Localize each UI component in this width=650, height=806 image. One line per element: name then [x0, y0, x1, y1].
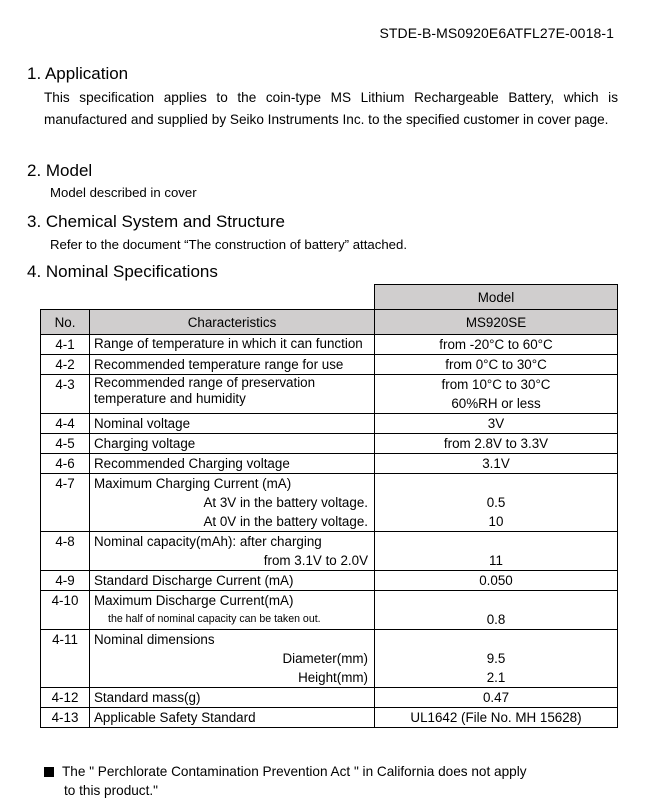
- row-characteristic: Recommended Charging voltage: [90, 454, 375, 474]
- row-characteristic-sub: At 3V in the battery voltage.: [203, 495, 368, 510]
- table-header-row: [41, 310, 618, 335]
- row-characteristic: Applicable Safety Standard: [90, 708, 375, 728]
- row-no: 4-5: [41, 434, 90, 454]
- table-row: [41, 688, 618, 708]
- specifications-table: [40, 284, 618, 728]
- table-row: [41, 532, 618, 571]
- table-row: [41, 414, 618, 434]
- row-value: from 0°C to 30°C: [375, 355, 618, 375]
- section-title-nominal-specs: 4. Nominal Specifications: [27, 262, 218, 281]
- row-value: 3.1V: [375, 454, 618, 474]
- row-characteristic-sub: Height(mm): [298, 670, 368, 685]
- row-characteristic: Charging voltage: [90, 434, 375, 454]
- table-row: [41, 708, 618, 728]
- row-characteristic-sub: At 0V in the battery voltage.: [203, 514, 368, 529]
- row-value: [375, 375, 618, 414]
- table-row: [41, 591, 618, 630]
- row-characteristic: [90, 630, 375, 688]
- table-row: [41, 434, 618, 454]
- table-header-row-model: [41, 285, 618, 310]
- row-no: 4-7: [41, 474, 90, 532]
- row-characteristic-main: Nominal capacity(mAh): after charging: [94, 534, 322, 549]
- note-line2: to this product.": [64, 783, 158, 798]
- row-characteristic-main: Maximum Charging Current (mA): [94, 476, 292, 491]
- row-value: 0.47: [375, 688, 618, 708]
- row-value: 11: [375, 532, 618, 571]
- row-no: 4-8: [41, 532, 90, 571]
- row-value-line2: 2.1: [486, 670, 506, 685]
- table-row: [41, 375, 618, 414]
- row-value: 0.8: [375, 591, 618, 630]
- row-characteristic: Standard mass(g): [90, 688, 375, 708]
- row-characteristic-main: Nominal dimensions: [94, 632, 215, 647]
- header-model-name: MS920SE: [375, 310, 618, 335]
- row-characteristic-main: Maximum Discharge Current(mA): [94, 593, 294, 608]
- note-line1: The " Perchlorate Contamination Prevention Act " in California does not apply: [62, 764, 527, 779]
- row-characteristic: Nominal voltage: [90, 414, 375, 434]
- table-row: [41, 355, 618, 375]
- table-row: [41, 335, 618, 355]
- header-model: Model: [375, 285, 618, 310]
- row-characteristic-sub: Diameter(mm): [282, 651, 368, 666]
- section-title-application: 1. Application: [27, 64, 129, 83]
- row-no: 4-10: [41, 591, 90, 630]
- perchlorate-note: [44, 762, 604, 800]
- row-characteristic-sub: from 3.1V to 2.0V: [263, 553, 368, 568]
- row-no: 4-11: [41, 630, 90, 688]
- row-characteristic: Range of temperature in which it can function: [90, 335, 375, 355]
- square-bullet-icon: [44, 767, 54, 777]
- row-characteristic: Recommended range of preservation temperature and humidity: [90, 375, 375, 414]
- row-characteristic: Standard Discharge Current (mA): [90, 571, 375, 591]
- model-text: Model described in cover: [50, 185, 197, 200]
- table-row: [41, 630, 618, 688]
- row-no: 4-9: [41, 571, 90, 591]
- row-value: 3V: [375, 414, 618, 434]
- row-value-line1: 9.5: [486, 651, 506, 666]
- row-value: [375, 474, 618, 532]
- row-value: 0.050: [375, 571, 618, 591]
- header-no: No.: [41, 310, 90, 335]
- row-value: from 2.8V to 3.3V: [375, 434, 618, 454]
- row-characteristic: [90, 591, 375, 630]
- row-no: 4-2: [41, 355, 90, 375]
- row-value-line2: 10: [488, 514, 504, 529]
- section-title-model: 2. Model: [27, 161, 93, 180]
- row-characteristic: [90, 532, 375, 571]
- row-characteristic-note: the half of nominal capacity can be taken out.: [108, 613, 321, 625]
- header-blank-cell: [41, 285, 375, 310]
- row-no: 4-3: [41, 375, 90, 414]
- row-no: 4-13: [41, 708, 90, 728]
- row-value-line1: 0.5: [486, 495, 506, 510]
- row-no: 4-6: [41, 454, 90, 474]
- table-row: [41, 474, 618, 532]
- section-title-chemical-system: 3. Chemical System and Structure: [27, 212, 285, 231]
- table-row: [41, 571, 618, 591]
- header-characteristics: Characteristics: [90, 310, 375, 335]
- row-value: [375, 630, 618, 688]
- application-text: This specification applies to the coin-type MS Lithium Rechargeable Battery, which is manufactured and supplied by Seiko Instruments Inc. to the specified customer in cover page.: [44, 90, 618, 128]
- row-value-line1: from 10°C to 30°C: [441, 377, 551, 392]
- row-no: 4-1: [41, 335, 90, 355]
- row-no: 4-4: [41, 414, 90, 434]
- chemical-system-text: Refer to the document “The construction of battery” attached.: [50, 237, 407, 252]
- document-id: STDE-B-MS0920E6ATFL27E-0018-1: [379, 25, 614, 41]
- row-characteristic: Recommended temperature range for use: [90, 355, 375, 375]
- table-row: [41, 454, 618, 474]
- row-value: UL1642 (File No. MH 15628): [375, 708, 618, 728]
- row-value-line2: 60%RH or less: [451, 396, 541, 411]
- row-characteristic: [90, 474, 375, 532]
- row-no: 4-12: [41, 688, 90, 708]
- row-value: from -20°C to 60°C: [375, 335, 618, 355]
